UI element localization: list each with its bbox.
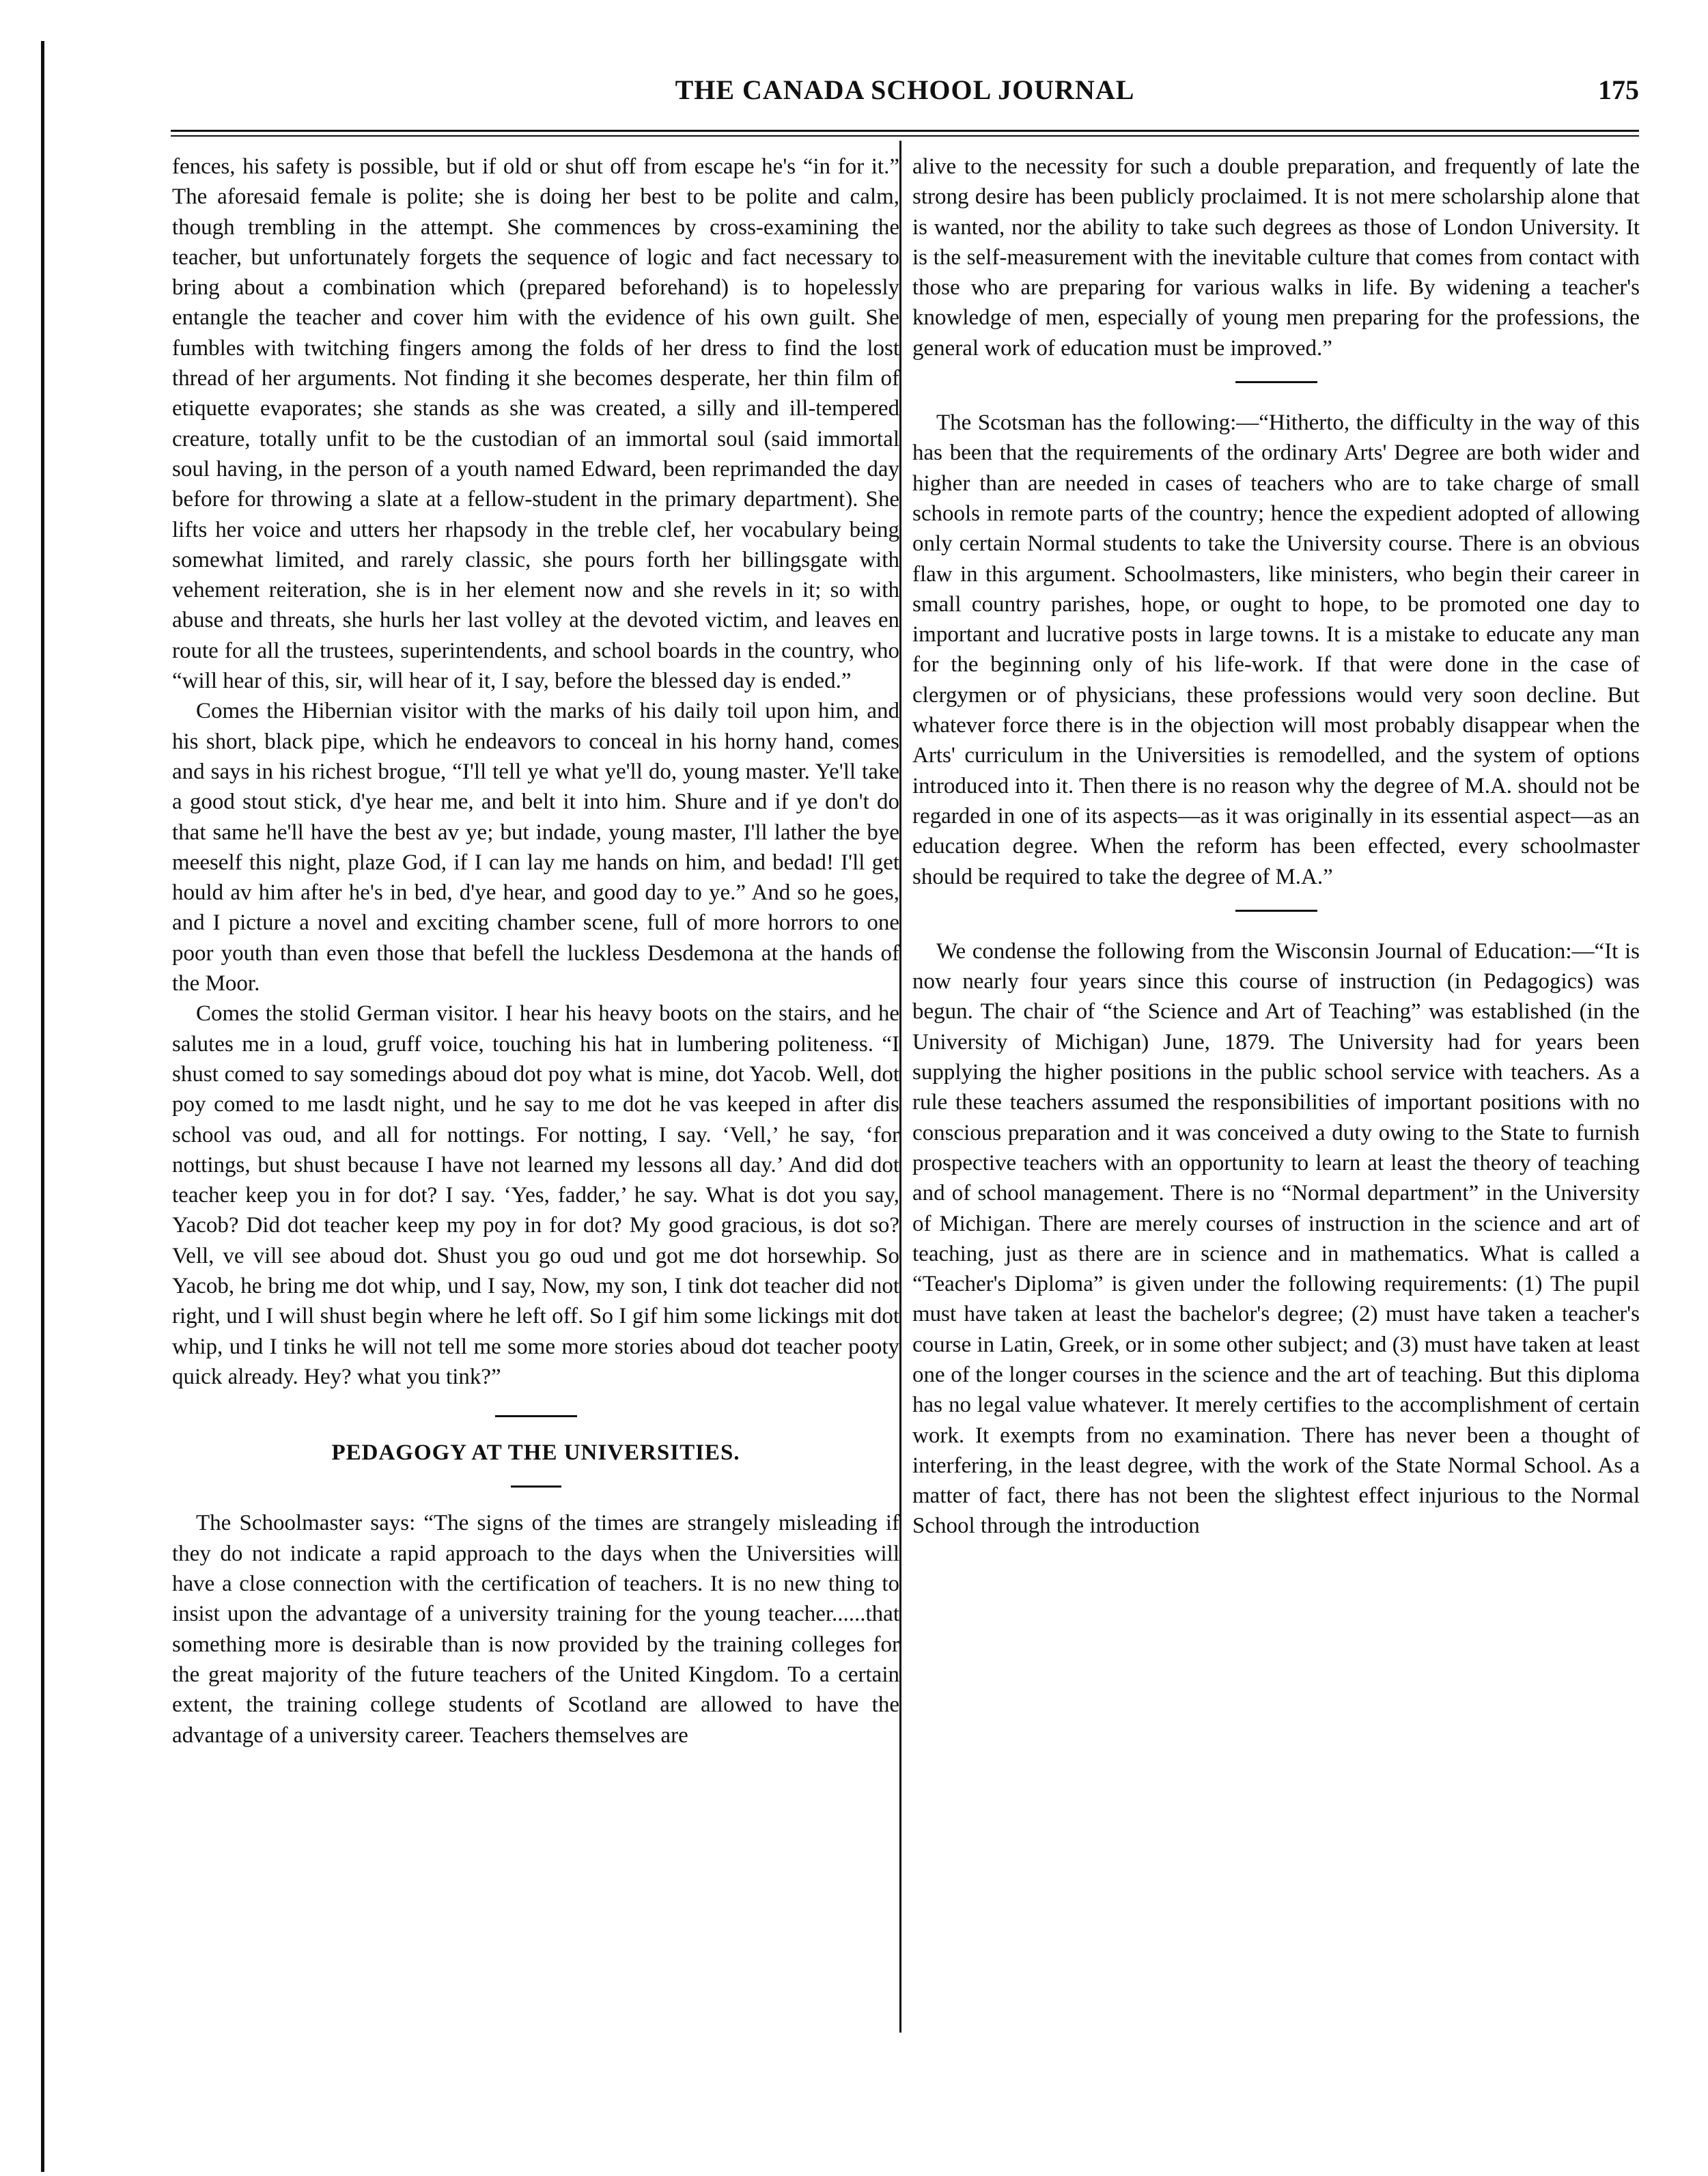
paragraph: Comes the Hibernian visitor with the marks of his daily toil upon him, and his short, black pipe, which he endeavors to conceal in his horny hand, comes and says in his richest brogue, “I'll tell ye what ye'll do, young master. Ye'll take a good stout stick, d'ye hear me, and belt it into him. Shure and if ye don't do that same he'll have the best av ye; but indade, young master, I'll lather the bye meeself this night, plaze God, if I can lay me hands on him, and bedad! I'll get hould av him after he's in bed, d'ye hear, and good day to ye.” And so he goes, and I picture a novel and exciting chamber scene, full of more horrors to one poor youth than even those that befell the luckless Desdemona at the hands of the Moor. xyxy=(172,699,899,996)
paragraph: The Schoolmaster says: “The signs of the times are strangely misleading if they do not indicate a rapid approach to the days when the Universities will have a close connection with the certification of teachers. It is no new thing to insist upon the advantage of a university training for the young teacher......that something more is desirable than is now provided by the training colleges for the great majority of the future teachers of the United Kingdom. To a certain extent, the training college students of Scotland are allowed to have the advantage of a university career. Teachers themselves are xyxy=(172,1511,899,1748)
paragraph: Comes the stolid German visitor. I hear his heavy boots on the stairs, and he salutes me in a loud, gruff voice, touching his hat in lumbering politeness. “I shust comed to say somedings aboud dot poy what is mine, dot Yacob. Well, dot poy comed to me lasdt night, und he say to me dot he vas keeped in after dis school vas oud, and all for nottings. For notting, I say. ‘Vell,’ he say, ‘for nottings, but shust because I have not learned my lessons all day.’ And did dot teacher keep you in for dot? I say. ‘Yes, fadder,’ he say. What is dot you say, Yacob? Did dot teacher keep my poy in for dot? My good gracious, is dot so? Vell, ve vill see aboud dot. Shust you go oud und got me dot horsewhip. So Yacob, he bring me dot whip, und I say, Now, my son, I tink dot teacher did not right, und I will shust begin where he left off. So I gif him some lickings mit dot whip, und I tinks he will not tell me some more stories aboud dot teacher pooty quick already. Hey? what you tink?” xyxy=(172,1001,899,1389)
header-rule-bottom xyxy=(171,135,1639,137)
section-separator xyxy=(1235,910,1317,912)
section-heading: PEDAGOGY AT THE UNIVERSITIES. xyxy=(331,1440,740,1466)
column-divider xyxy=(899,141,901,2033)
section-separator xyxy=(495,1415,577,1417)
section-separator xyxy=(1235,381,1317,383)
paragraph: fences, his safety is possible, but if old or shut off from escape he's “in for it.” The aforesaid female is polite; she is doing her best to be polite and calm, though trembling in the attempt. She commences by cross-examining the teacher, but unfortunately forgets the sequence of logic and fact necessary to bring about a combination which (prepared beforehand) is to hopelessly entangle the teacher and cover him with the evidence of his own guilt. She fumbles with twitching fingers among the folds of her dress to find the lost thread of her arguments. Not finding it she becomes desperate, her thin film of etiquette evaporates; she stands as she was created, a silly and ill-tempered creature, totally unfit to be the custodian of an immortal soul (said immortal soul having, in the person of a youth named Edward, been reprimanded the day before for throwing a slate at a fellow-student in the primary department). She lifts her voice and utters her rhapsody in the treble clef, her vocabulary being somewhat limited, and rarely classic, she pours forth her billingsgate with vehement reiteration, she is in her element now and she revels in it; so with abuse and threats, she hurls her last volley at the devoted victim, and leaves en route for all the trustees, superintendents, and school boards in the country, who “will hear of this, sir, will hear of it, I say, before the blessed day is ended.” xyxy=(172,154,899,694)
binding-edge xyxy=(41,41,44,2172)
left-column xyxy=(172,152,899,1750)
section-separator xyxy=(511,1485,561,1488)
paragraph: alive to the necessity for such a double preparation, and frequently of late the strong desire has been publicly proclaimed. It is not mere scholarship alone that is wanted, nor the ability to take such degrees as those of London University. It is the self-measurement with the inevitable culture that comes from contact with those who are preparing for various walks in life. By widening a teacher's knowledge of men, especially of young men preparing for the professions, the general work of education must be improved.” xyxy=(912,154,1640,361)
running-title: THE CANADA SCHOOL JOURNAL xyxy=(675,74,1135,105)
paragraph: The Scotsman has the following:—“Hitherto, the difficulty in the way of this has been that the requirements of the ordinary Arts' Degree are both wider and higher than are needed in cases of teachers who are to take charge of small schools in remote parts of the country; hence the expedient adopted of allowing only certain Normal students to take the University course. There is an obvious flaw in this argument. Schoolmasters, like ministers, who begin their career in small country parishes, hope, or ought to hope, to be promoted one day to important and lucrative posts in large towns. It is a mistake to educate any man for the beginning only of his life-work. If that were done in the case of clergymen or of physicians, these professions would very soon decline. But whatever force there is in the objection will most probably disappear when the Arts' curriculum in the Universities is remodelled, and the system of options introduced into it. Then there is no reason why the degree of M.A. should not be regarded in one of its aspects—as it was originally in its essential aspect—as an education degree. When the reform has been effected, every schoolmaster should be required to take the degree of M.A.” xyxy=(912,410,1640,889)
page-header xyxy=(171,74,1639,128)
paragraph: We condense the following from the Wisconsin Journal of Education:—“It is now nearly four years since this course of instruction (in Pedagogics) was begun. The chair of “the Science and Art of Teaching” was established (in the University of Michigan) June, 1879. The University had for years been supplying the higher positions in the public school service with teachers. As a rule these teachers assumed the responsibilities of important positions with no conscious preparation and it was conceived a duty owing to the State to furnish prospective teachers with an opportunity to learn at least the theory of teaching and of school management. There is no “Normal department” in the University of Michigan. There are merely courses of instruction in the science and art of teaching, just as there are in science and in mathematics. What is called a “Teacher's Diploma” is given under the following requirements: (1) The pupil must have taken at least the bachelor's degree; (2) must have taken a teacher's course in Latin, Greek, or in some other subject; and (3) must have taken at least one of the longer courses in the science and the art of teaching. But this diploma has no legal value whatever. It merely certifies to the accomplishment of certain work. It exempts from no examination. There has never been a thought of interfering, in the least degree, with the work of the State Normal School. As a matter of fact, there has not been the slightest effect injurious to the Normal School through the introduction xyxy=(912,938,1640,1539)
right-column xyxy=(912,152,1640,1542)
header-rule-top xyxy=(171,130,1639,132)
page-number: 175 xyxy=(1598,74,1639,105)
